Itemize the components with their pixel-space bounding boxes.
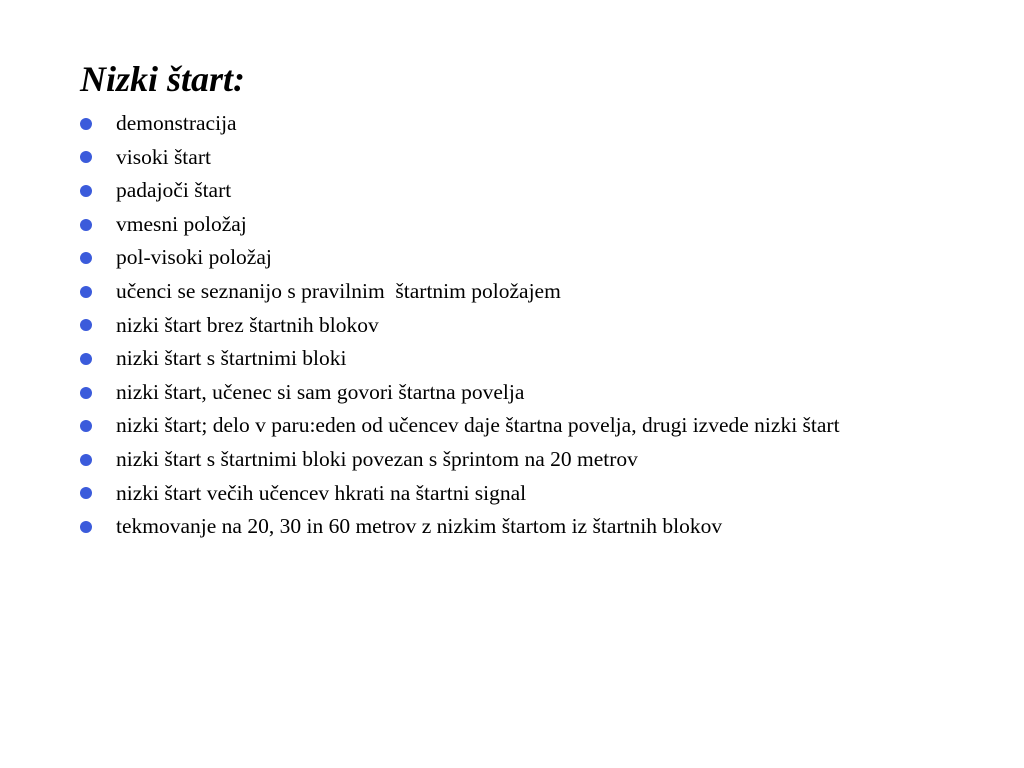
bullet-dot-icon [80,454,92,466]
list-item [80,376,1010,410]
list-item [80,510,1010,544]
bullet-dot-icon [80,487,92,499]
list-item [80,477,1010,511]
bullet-dot-icon [80,151,92,163]
bullet-dot-icon [80,219,92,231]
list-item-text: tekmovanje na 20, 30 in 60 metrov z nizkim štartom iz štartnih blokov [116,514,723,539]
list-item [80,342,1010,376]
list-item-text: nizki štart; delo v paru:eden od učencev daje štartna povelja, drugi izvede nizki štart [116,413,840,438]
slide-title: Nizki štart: [80,59,246,99]
list-item-text: nizki štart, učenec si sam govori štartna povelja [116,379,525,404]
list-item-text: vmesni položaj [116,211,247,236]
list-item-text: visoki štart [116,144,211,169]
list-item [80,275,1010,309]
list-item-text: padajoči štart [116,178,232,203]
list-item-text: nizki štart s štartnimi bloki povezan s šprintom na 20 metrov [116,446,638,471]
list-item [80,208,1010,242]
list-item [80,409,1010,443]
list-item-text: nizki štart brez štartnih blokov [116,312,379,337]
bullet-dot-icon [80,118,92,130]
list-item [80,107,1010,141]
list-item-text: nizki štart s štartnimi bloki [116,346,347,371]
bullet-dot-icon [80,319,92,331]
list-item-text: nizki štart večih učencev hkrati na štartni signal [116,480,527,505]
list-item [80,443,1010,477]
bullet-dot-icon [80,185,92,197]
list-item-text: pol-visoki položaj [116,245,272,270]
list-item [80,174,1010,208]
list-item-text: učenci se seznanijo s pravilnim štartnim položajem [116,278,561,303]
list-item [80,309,1010,343]
list-item [80,241,1010,275]
bullet-dot-icon [80,286,92,298]
list-item [80,141,1010,175]
bullet-dot-icon [80,387,92,399]
bullet-list [80,107,1010,544]
bullet-dot-icon [80,420,92,432]
bullet-dot-icon [80,521,92,533]
bullet-dot-icon [80,353,92,365]
bullet-dot-icon [80,252,92,264]
list-item-text: demonstracija [116,111,237,135]
